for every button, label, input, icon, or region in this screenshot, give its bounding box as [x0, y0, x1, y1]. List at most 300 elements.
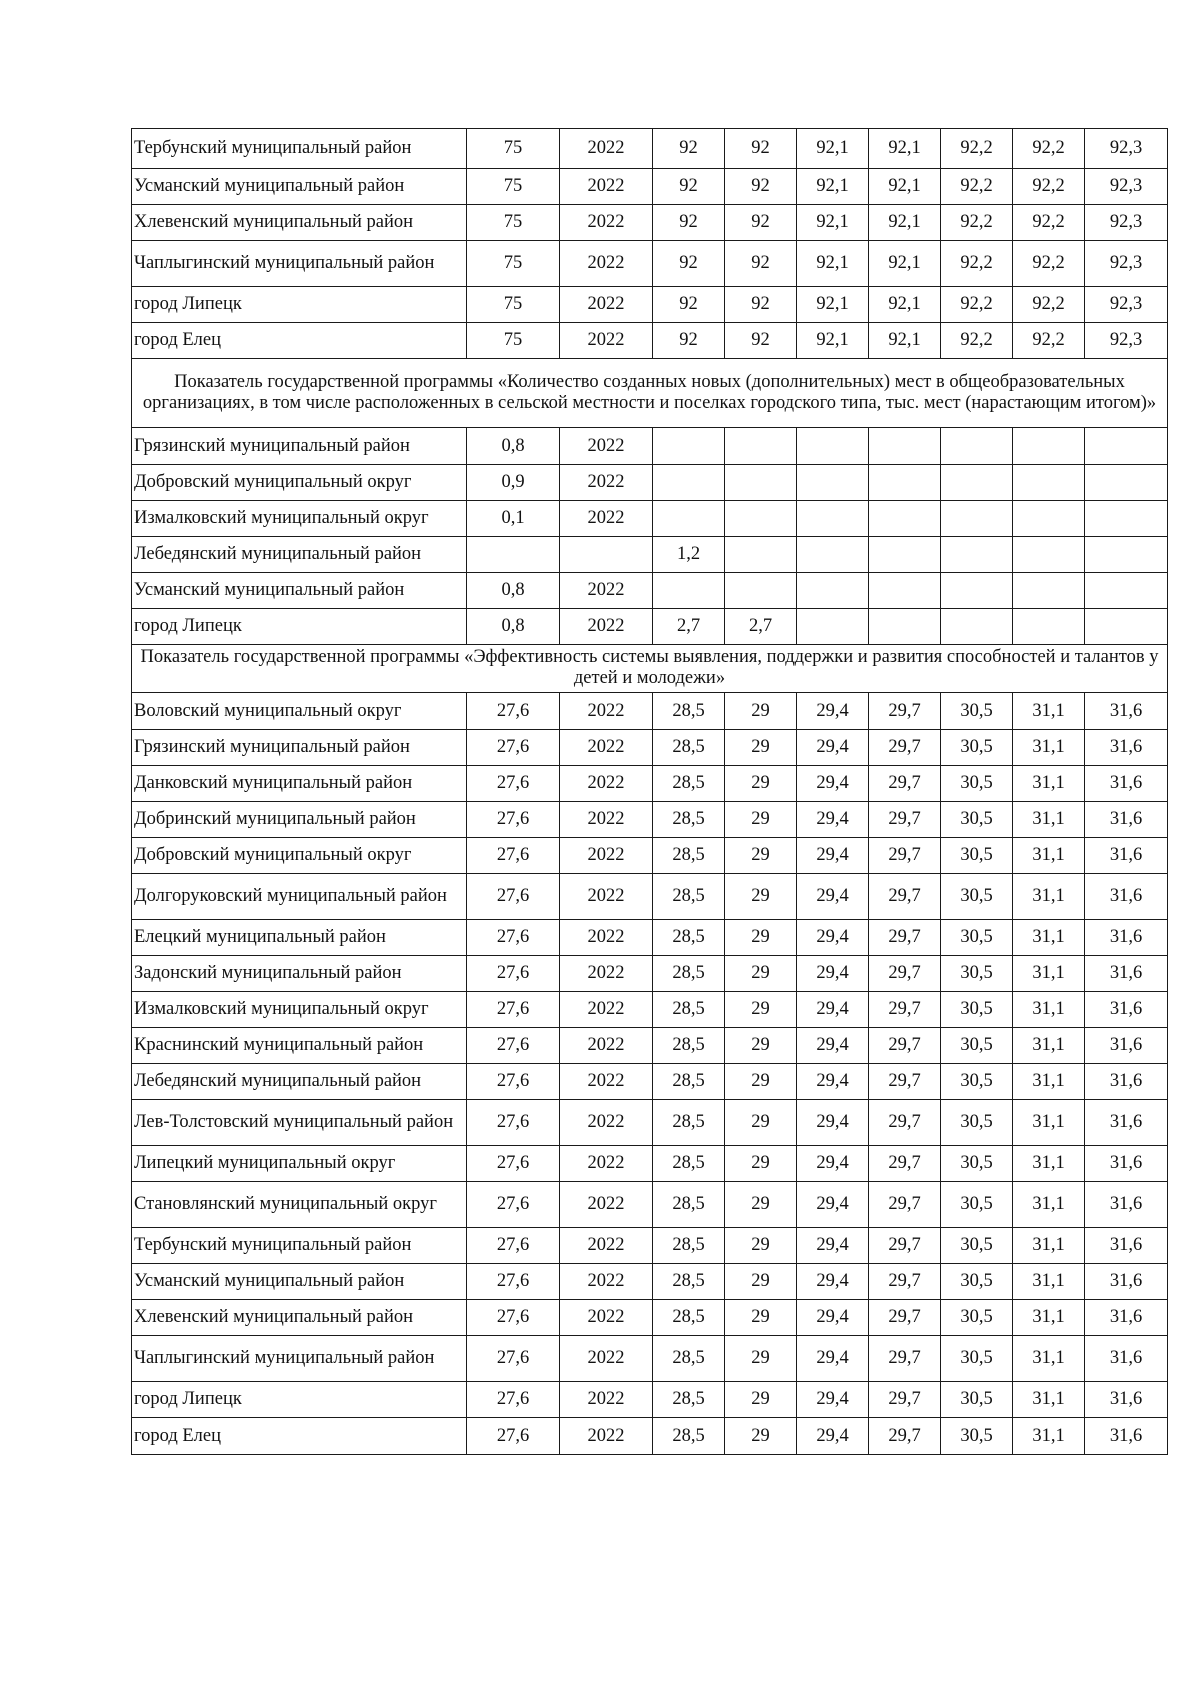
territory-name-cell: Липецкий муниципальный округ [132, 1146, 467, 1182]
value-cell: 29 [725, 1336, 797, 1382]
value-cell: 27,6 [467, 1300, 560, 1336]
value-cell: 30,5 [941, 1100, 1013, 1146]
value-cell: 31,1 [1013, 992, 1085, 1028]
value-cell: 29,7 [869, 1336, 941, 1382]
value-cell: 31,6 [1085, 920, 1168, 956]
value-cell: 2022 [560, 428, 653, 465]
value-cell: 75 [467, 169, 560, 205]
value-cell: 2022 [560, 1100, 653, 1146]
value-cell: 92,1 [797, 323, 869, 359]
value-cell: 31,1 [1013, 1336, 1085, 1382]
value-cell: 30,5 [941, 920, 1013, 956]
value-cell: 29 [725, 1028, 797, 1064]
value-cell: 29,7 [869, 1100, 941, 1146]
value-cell: 31,6 [1085, 1418, 1168, 1455]
value-cell [653, 501, 725, 537]
value-cell: 2022 [560, 693, 653, 730]
value-cell: 92,1 [869, 287, 941, 323]
value-cell: 27,6 [467, 1228, 560, 1264]
value-cell: 2022 [560, 609, 653, 645]
value-cell: 31,6 [1085, 1228, 1168, 1264]
table-body [132, 129, 1168, 1455]
value-cell: 92 [653, 287, 725, 323]
value-cell: 31,6 [1085, 1336, 1168, 1382]
value-cell: 31,1 [1013, 693, 1085, 730]
value-cell: 29,4 [797, 920, 869, 956]
table-row [132, 537, 1168, 573]
value-cell: 31,6 [1085, 1300, 1168, 1336]
value-cell: 31,1 [1013, 730, 1085, 766]
value-cell: 29 [725, 693, 797, 730]
table-row [132, 1264, 1168, 1300]
value-cell: 28,5 [653, 920, 725, 956]
value-cell: 2022 [560, 802, 653, 838]
value-cell: 29,7 [869, 1028, 941, 1064]
value-cell: 0,9 [467, 465, 560, 501]
value-cell: 28,5 [653, 1028, 725, 1064]
value-cell: 27,6 [467, 956, 560, 992]
value-cell: 92,1 [797, 129, 869, 169]
value-cell [1085, 537, 1168, 573]
value-cell: 31,6 [1085, 1100, 1168, 1146]
territory-name-cell: Лев-Толстовский муниципальный район [132, 1100, 467, 1146]
value-cell: 0,8 [467, 609, 560, 645]
section-header-row [132, 359, 1168, 428]
territory-name-cell: город Липецк [132, 1382, 467, 1418]
value-cell: 31,1 [1013, 920, 1085, 956]
table-row [132, 501, 1168, 537]
territory-name-cell: Усманский муниципальный район [132, 1264, 467, 1300]
value-cell [725, 537, 797, 573]
table-row [132, 838, 1168, 874]
territory-name-cell: Долгоруковский муниципальный район [132, 874, 467, 920]
territory-name-cell: Становлянский муниципальный округ [132, 1182, 467, 1228]
section-header-row [132, 645, 1168, 693]
territory-name-cell: Данковский муниципальный район [132, 766, 467, 802]
value-cell: 28,5 [653, 802, 725, 838]
value-cell: 30,5 [941, 730, 1013, 766]
indicator-table [131, 128, 1168, 1455]
value-cell [1013, 428, 1085, 465]
value-cell: 29,4 [797, 1336, 869, 1382]
value-cell [1013, 609, 1085, 645]
value-cell [797, 428, 869, 465]
value-cell: 29,7 [869, 693, 941, 730]
value-cell: 2022 [560, 766, 653, 802]
value-cell: 2,7 [725, 609, 797, 645]
value-cell: 92,2 [1013, 205, 1085, 241]
value-cell: 2022 [560, 241, 653, 287]
value-cell: 29,7 [869, 838, 941, 874]
value-cell: 27,6 [467, 874, 560, 920]
value-cell: 92,1 [869, 241, 941, 287]
table-row [132, 1418, 1168, 1455]
value-cell: 31,1 [1013, 1264, 1085, 1300]
value-cell: 27,6 [467, 802, 560, 838]
value-cell: 75 [467, 205, 560, 241]
value-cell: 29,4 [797, 1146, 869, 1182]
section-title: Показатель государственной программы «Эффективность системы выявления, поддержки и развития способностей и талантов у детей и молодежи» [132, 645, 1168, 693]
value-cell: 92 [653, 323, 725, 359]
territory-name-cell: Чаплыгинский муниципальный район [132, 241, 467, 287]
section-title: Показатель государственной программы «Количество созданных новых (дополнительных) мест в общеобразовательных организациях, в том числе расположенных в сельской местности и поселках городского типа, тыс. мест (нарастающим итогом)» [132, 359, 1168, 428]
value-cell: 92,2 [1013, 129, 1085, 169]
value-cell [797, 465, 869, 501]
value-cell: 31,6 [1085, 802, 1168, 838]
value-cell: 29,7 [869, 1064, 941, 1100]
value-cell: 29 [725, 1064, 797, 1100]
value-cell: 31,1 [1013, 1382, 1085, 1418]
value-cell: 28,5 [653, 1336, 725, 1382]
value-cell: 29,4 [797, 1182, 869, 1228]
value-cell: 2022 [560, 1336, 653, 1382]
value-cell: 29,4 [797, 1100, 869, 1146]
table-row [132, 1064, 1168, 1100]
territory-name-cell: Измалковский муниципальный округ [132, 992, 467, 1028]
value-cell: 29 [725, 838, 797, 874]
value-cell: 29,7 [869, 1146, 941, 1182]
value-cell: 29,4 [797, 693, 869, 730]
table-row [132, 428, 1168, 465]
value-cell: 29,7 [869, 1382, 941, 1418]
value-cell: 92,1 [797, 287, 869, 323]
value-cell: 29 [725, 730, 797, 766]
value-cell: 27,6 [467, 992, 560, 1028]
value-cell: 2022 [560, 1418, 653, 1455]
value-cell: 29,4 [797, 838, 869, 874]
value-cell [941, 573, 1013, 609]
value-cell: 2022 [560, 287, 653, 323]
value-cell: 31,6 [1085, 766, 1168, 802]
value-cell: 31,6 [1085, 1182, 1168, 1228]
value-cell [941, 428, 1013, 465]
table-row [132, 465, 1168, 501]
value-cell: 30,5 [941, 766, 1013, 802]
value-cell: 92 [725, 241, 797, 287]
value-cell: 30,5 [941, 1228, 1013, 1264]
value-cell: 29,7 [869, 730, 941, 766]
table-row [132, 129, 1168, 169]
value-cell: 92,3 [1085, 205, 1168, 241]
value-cell [941, 609, 1013, 645]
value-cell: 75 [467, 241, 560, 287]
value-cell: 31,1 [1013, 1028, 1085, 1064]
territory-name-cell: Измалковский муниципальный округ [132, 501, 467, 537]
value-cell: 28,5 [653, 1300, 725, 1336]
value-cell: 92 [653, 205, 725, 241]
territory-name-cell: Лебедянский муниципальный район [132, 537, 467, 573]
value-cell: 28,5 [653, 730, 725, 766]
value-cell: 27,6 [467, 693, 560, 730]
value-cell: 92,2 [941, 205, 1013, 241]
table-row [132, 1382, 1168, 1418]
value-cell [1013, 573, 1085, 609]
value-cell: 29,4 [797, 1418, 869, 1455]
value-cell: 92,2 [941, 169, 1013, 205]
value-cell: 2022 [560, 1064, 653, 1100]
value-cell: 30,5 [941, 1146, 1013, 1182]
value-cell: 2022 [560, 169, 653, 205]
value-cell [653, 573, 725, 609]
value-cell: 30,5 [941, 1382, 1013, 1418]
value-cell: 31,1 [1013, 956, 1085, 992]
value-cell: 29 [725, 1182, 797, 1228]
territory-name-cell: город Липецк [132, 287, 467, 323]
value-cell: 29,4 [797, 992, 869, 1028]
value-cell [797, 573, 869, 609]
table-row [132, 1228, 1168, 1264]
value-cell: 31,1 [1013, 766, 1085, 802]
value-cell: 92,2 [1013, 241, 1085, 287]
value-cell: 31,1 [1013, 1418, 1085, 1455]
value-cell: 31,6 [1085, 874, 1168, 920]
value-cell: 29 [725, 920, 797, 956]
value-cell: 29 [725, 1228, 797, 1264]
value-cell [1013, 465, 1085, 501]
territory-name-cell: Грязинский муниципальный район [132, 730, 467, 766]
value-cell: 29,7 [869, 1418, 941, 1455]
value-cell: 92,2 [1013, 169, 1085, 205]
value-cell: 30,5 [941, 1182, 1013, 1228]
value-cell: 31,6 [1085, 1064, 1168, 1100]
value-cell [653, 465, 725, 501]
value-cell: 2022 [560, 1146, 653, 1182]
value-cell: 27,6 [467, 1028, 560, 1064]
territory-name-cell: Тербунский муниципальный район [132, 129, 467, 169]
value-cell [1085, 573, 1168, 609]
value-cell [797, 609, 869, 645]
value-cell: 28,5 [653, 992, 725, 1028]
value-cell: 2022 [560, 920, 653, 956]
value-cell: 31,6 [1085, 992, 1168, 1028]
territory-name-cell: город Елец [132, 1418, 467, 1455]
value-cell: 27,6 [467, 766, 560, 802]
value-cell: 30,5 [941, 1336, 1013, 1382]
value-cell: 2022 [560, 956, 653, 992]
value-cell: 92,3 [1085, 241, 1168, 287]
value-cell: 29 [725, 1100, 797, 1146]
table-row [132, 205, 1168, 241]
value-cell [941, 537, 1013, 573]
value-cell: 0,1 [467, 501, 560, 537]
territory-name-cell: Добровский муниципальный округ [132, 465, 467, 501]
value-cell: 2022 [560, 992, 653, 1028]
table-row [132, 1300, 1168, 1336]
value-cell: 28,5 [653, 1100, 725, 1146]
value-cell: 31,6 [1085, 956, 1168, 992]
value-cell [869, 609, 941, 645]
value-cell: 2022 [560, 129, 653, 169]
value-cell: 28,5 [653, 1182, 725, 1228]
territory-name-cell: Задонский муниципальный район [132, 956, 467, 992]
territory-name-cell: город Елец [132, 323, 467, 359]
value-cell: 92 [725, 287, 797, 323]
value-cell: 92,3 [1085, 323, 1168, 359]
value-cell: 27,6 [467, 730, 560, 766]
value-cell: 29,7 [869, 920, 941, 956]
value-cell [869, 573, 941, 609]
value-cell: 92,3 [1085, 129, 1168, 169]
value-cell [1085, 609, 1168, 645]
value-cell: 92 [725, 323, 797, 359]
value-cell: 30,5 [941, 1064, 1013, 1100]
table-row [132, 609, 1168, 645]
value-cell: 30,5 [941, 1418, 1013, 1455]
value-cell [467, 537, 560, 573]
value-cell: 29 [725, 956, 797, 992]
value-cell: 2022 [560, 838, 653, 874]
table-row [132, 1182, 1168, 1228]
table-row [132, 241, 1168, 287]
value-cell: 2022 [560, 730, 653, 766]
value-cell: 31,1 [1013, 1182, 1085, 1228]
value-cell: 29,7 [869, 1300, 941, 1336]
value-cell [725, 501, 797, 537]
value-cell: 2,7 [653, 609, 725, 645]
table-row [132, 287, 1168, 323]
value-cell: 31,6 [1085, 1028, 1168, 1064]
value-cell [653, 428, 725, 465]
value-cell: 92,1 [797, 169, 869, 205]
value-cell: 28,5 [653, 838, 725, 874]
value-cell: 92,3 [1085, 169, 1168, 205]
territory-name-cell: Добринский муниципальный район [132, 802, 467, 838]
value-cell: 29 [725, 766, 797, 802]
value-cell: 28,5 [653, 1146, 725, 1182]
value-cell: 28,5 [653, 766, 725, 802]
value-cell: 2022 [560, 1264, 653, 1300]
value-cell: 29 [725, 802, 797, 838]
value-cell: 92,2 [941, 129, 1013, 169]
value-cell [1013, 501, 1085, 537]
value-cell: 29,4 [797, 956, 869, 992]
value-cell: 92 [653, 129, 725, 169]
territory-name-cell: Воловский муниципальный округ [132, 693, 467, 730]
value-cell: 92,2 [1013, 323, 1085, 359]
value-cell: 29,7 [869, 1264, 941, 1300]
value-cell: 30,5 [941, 1264, 1013, 1300]
value-cell: 29 [725, 874, 797, 920]
value-cell: 28,5 [653, 956, 725, 992]
table-row [132, 992, 1168, 1028]
value-cell: 31,6 [1085, 838, 1168, 874]
value-cell: 27,6 [467, 1336, 560, 1382]
table-row [132, 920, 1168, 956]
value-cell: 29,7 [869, 766, 941, 802]
table-row [132, 323, 1168, 359]
value-cell: 29,4 [797, 766, 869, 802]
value-cell: 92,2 [1013, 287, 1085, 323]
value-cell: 92,1 [797, 241, 869, 287]
value-cell: 29 [725, 1146, 797, 1182]
value-cell [1013, 537, 1085, 573]
value-cell: 92,1 [869, 169, 941, 205]
territory-name-cell: Хлевенский муниципальный район [132, 205, 467, 241]
value-cell: 75 [467, 323, 560, 359]
table-row [132, 956, 1168, 992]
value-cell [941, 465, 1013, 501]
value-cell: 31,1 [1013, 838, 1085, 874]
table-row [132, 1336, 1168, 1382]
value-cell: 92,2 [941, 287, 1013, 323]
value-cell: 28,5 [653, 1228, 725, 1264]
value-cell: 29,7 [869, 956, 941, 992]
value-cell: 2022 [560, 573, 653, 609]
table-row [132, 693, 1168, 730]
value-cell: 92,1 [869, 205, 941, 241]
value-cell: 92,1 [797, 205, 869, 241]
table-row [132, 874, 1168, 920]
value-cell: 31,6 [1085, 1146, 1168, 1182]
value-cell: 30,5 [941, 1300, 1013, 1336]
table-row [132, 1100, 1168, 1146]
value-cell: 31,6 [1085, 693, 1168, 730]
value-cell: 75 [467, 129, 560, 169]
territory-name-cell: Краснинский муниципальный район [132, 1028, 467, 1064]
value-cell [869, 501, 941, 537]
value-cell: 92,2 [941, 323, 1013, 359]
value-cell: 31,1 [1013, 1064, 1085, 1100]
value-cell: 2022 [560, 205, 653, 241]
value-cell: 28,5 [653, 1418, 725, 1455]
value-cell: 1,2 [653, 537, 725, 573]
territory-name-cell: город Липецк [132, 609, 467, 645]
value-cell: 92 [725, 169, 797, 205]
value-cell: 92 [725, 205, 797, 241]
value-cell: 30,5 [941, 1028, 1013, 1064]
value-cell: 29 [725, 992, 797, 1028]
value-cell [560, 537, 653, 573]
value-cell: 92 [653, 241, 725, 287]
value-cell: 31,6 [1085, 1382, 1168, 1418]
value-cell: 29,7 [869, 1182, 941, 1228]
value-cell: 29,7 [869, 1228, 941, 1264]
territory-name-cell: Добровский муниципальный округ [132, 838, 467, 874]
value-cell: 2022 [560, 1182, 653, 1228]
territory-name-cell: Усманский муниципальный район [132, 169, 467, 205]
value-cell: 30,5 [941, 956, 1013, 992]
value-cell [797, 501, 869, 537]
value-cell: 29,4 [797, 1064, 869, 1100]
table-row [132, 1028, 1168, 1064]
value-cell [1085, 501, 1168, 537]
value-cell: 31,1 [1013, 874, 1085, 920]
value-cell: 30,5 [941, 838, 1013, 874]
value-cell: 31,1 [1013, 1100, 1085, 1146]
value-cell [869, 428, 941, 465]
table-row [132, 802, 1168, 838]
value-cell [1085, 465, 1168, 501]
value-cell [725, 573, 797, 609]
value-cell: 31,1 [1013, 1228, 1085, 1264]
value-cell: 2022 [560, 1300, 653, 1336]
value-cell: 29,7 [869, 874, 941, 920]
value-cell: 31,1 [1013, 1146, 1085, 1182]
value-cell: 29,7 [869, 992, 941, 1028]
table-row [132, 573, 1168, 609]
territory-name-cell: Усманский муниципальный район [132, 573, 467, 609]
value-cell: 29,4 [797, 1264, 869, 1300]
value-cell: 27,6 [467, 838, 560, 874]
value-cell: 29,4 [797, 1300, 869, 1336]
value-cell: 29 [725, 1300, 797, 1336]
value-cell: 92,3 [1085, 287, 1168, 323]
value-cell: 27,6 [467, 1100, 560, 1146]
value-cell: 2022 [560, 1028, 653, 1064]
value-cell: 31,1 [1013, 1300, 1085, 1336]
value-cell: 2022 [560, 1382, 653, 1418]
value-cell [725, 428, 797, 465]
